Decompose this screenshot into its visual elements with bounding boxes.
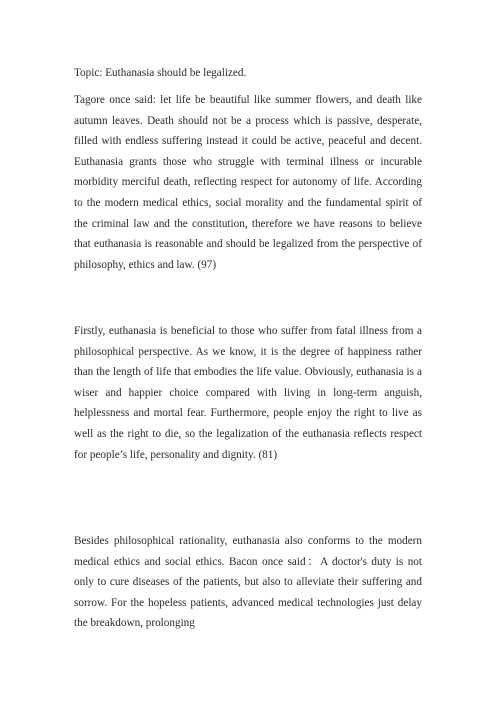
- paragraph-ethical: Besides philosophical rationality, euthanasia also conforms to the modern medical ethics and social ethics. Bacon once said：A doctor's duty is not only to cure diseases of the patients, but also to alleviate their suffering and sorrow. For the hopeless patients, advanced medical technologies just delay the breakdown, prolonging: [74, 535, 422, 630]
- paragraph-philosophical: Firstly, euthanasia is beneficial to those who suffer from fatal illness from a philosophical perspective. As we know, it is the degree of happiness rather than the length of life that embodies the life value. Obviously, euthanasia is a wiser and happier choice compared with living in long-term anguish, helplessness and mortal fear. Furthermore, people enjoy the right to live as well as the right to die, so the legalization of the euthanasia reflects respect for people’s life, personality and dignity. (81): [74, 325, 422, 461]
- topic-line: Topic: Euthanasia should be legalized.: [74, 67, 247, 79]
- paragraph-introduction: Tagore once said: let life be beautiful like summer flowers, and death like autumn leaves. Death should not be a process which is passive, desperate, filled with endless suffering instead it could be active, peaceful and decent. Euthanasia grants those who struggle with terminal illness or incurable morbidity merciful death, reflecting respect for autonomy of life. According to the modern medical ethics, social morality and the fundamental spirit of the criminal law and the constitution, therefore we have reasons to believe that euthanasia is reasonable and should be legalized from the perspective of philosophy, ethics and law. (97): [74, 94, 422, 271]
